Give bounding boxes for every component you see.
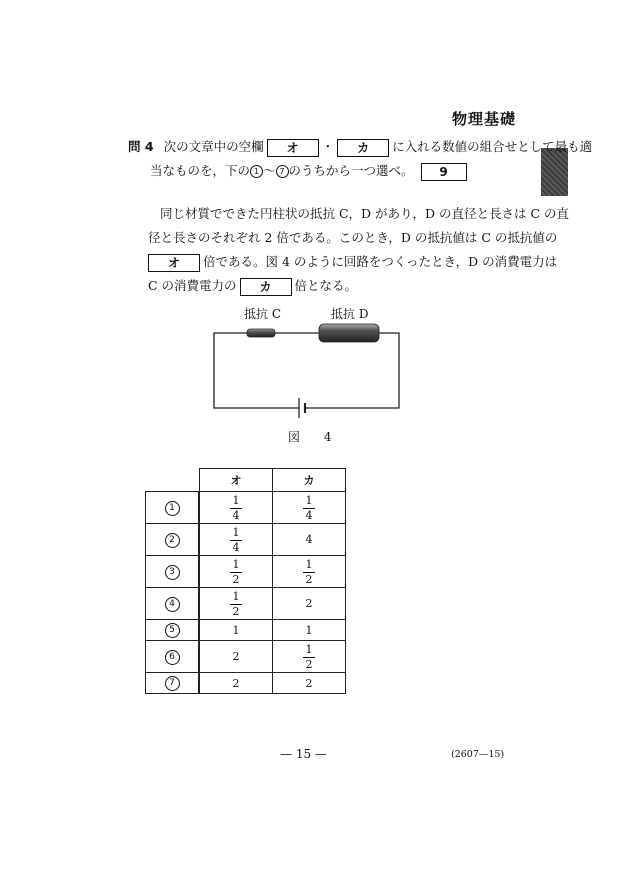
choice-number-cell — [146, 492, 199, 524]
circuit-wire-left — [214, 333, 299, 408]
choice-number: 2 — [165, 533, 180, 548]
choice-o-cell — [200, 588, 273, 620]
passage-line-3 — [148, 250, 558, 274]
passage-blank-o: オ — [148, 254, 200, 272]
choice-row — [146, 492, 346, 524]
question-number: 問 4 — [128, 139, 154, 154]
passage-blank-ka: カ — [240, 278, 292, 296]
value: 2 — [305, 597, 313, 610]
choice-number-cell — [146, 524, 199, 556]
numerator: 1 — [305, 642, 313, 656]
fraction — [303, 495, 315, 522]
denominator: 2 — [232, 604, 240, 618]
choice-ka-cell — [273, 524, 346, 556]
choice-number: 6 — [165, 650, 180, 665]
circuit-wire-right — [305, 333, 399, 408]
fraction — [230, 591, 242, 618]
numerator: 1 — [232, 525, 240, 539]
choice-number: 7 — [165, 676, 180, 691]
choice-row — [146, 641, 346, 673]
choice-o-cell — [200, 620, 273, 641]
choice-number: 4 — [165, 597, 180, 612]
passage-text-3: 倍である。図 4 のように回路をつくったとき，D の消費電力は — [203, 254, 558, 269]
table-header-ka: カ — [273, 469, 346, 492]
question-text-2a: 当なものを，下の — [150, 163, 251, 178]
choice-number: 5 — [165, 623, 180, 638]
denominator: 4 — [232, 508, 240, 522]
resistor-d — [319, 324, 379, 342]
choice-number-cell — [146, 588, 199, 620]
page-number: — 15 — — [280, 747, 327, 761]
fraction — [303, 644, 315, 671]
passage-block — [148, 202, 570, 298]
question-text-1b: に入れる数値の組合せとして最も適 — [392, 139, 593, 154]
resistor-c — [247, 329, 275, 337]
figure-caption: 図 4 — [288, 430, 342, 444]
choice-o-cell — [200, 556, 273, 588]
choice-number-cell — [146, 556, 199, 588]
choice-ka-cell — [273, 641, 346, 673]
choice-o-cell — [200, 524, 273, 556]
choice-ka-cell — [273, 492, 346, 524]
choice-o-cell — [200, 673, 273, 694]
choice-row — [146, 620, 346, 641]
choice-row — [146, 524, 346, 556]
range-end-circle: 7 — [276, 165, 289, 178]
choice-number-cell — [146, 620, 199, 641]
numerator: 1 — [305, 493, 313, 507]
denominator: 4 — [232, 540, 240, 554]
question-line-2 — [128, 159, 518, 183]
answer-choices-table — [145, 468, 346, 694]
choice-ka-cell — [273, 620, 346, 641]
choice-number: 1 — [165, 501, 180, 516]
value: 2 — [305, 676, 313, 690]
range-start-circle: 1 — [250, 165, 263, 178]
blank-o-box: オ — [267, 139, 319, 157]
choice-number: 3 — [165, 565, 180, 580]
denominator: 2 — [305, 657, 313, 671]
value: 4 — [305, 533, 313, 546]
blank-ka-box: カ — [337, 139, 389, 157]
range-tilde: ～ — [263, 163, 276, 178]
question-line-1 — [128, 135, 593, 159]
passage-text-4b: 倍となる。 — [294, 278, 358, 293]
resistor-c-label: 抵抗 C — [244, 307, 281, 321]
fraction — [230, 527, 242, 554]
choice-row — [146, 588, 346, 620]
question-text-1a: 次の文章中の空欄 — [163, 139, 264, 154]
passage-line-1: 同じ材質でできた円柱状の抵抗 C，D があり，D の直径と長さは C の直 — [160, 206, 570, 221]
choice-number-cell — [146, 673, 199, 694]
choice-row — [146, 556, 346, 588]
question-block — [128, 135, 593, 183]
side-index-tab — [541, 148, 568, 196]
resistor-d-label: 抵抗 D — [331, 307, 369, 321]
passage-line-4 — [148, 274, 518, 298]
choice-ka-cell — [273, 556, 346, 588]
choice-o-cell — [200, 641, 273, 673]
subject-header: 物理基礎 — [452, 110, 517, 128]
denominator: 4 — [305, 508, 313, 522]
choice-ka-cell — [273, 588, 346, 620]
passage-text-4a: C の消費電力の — [148, 278, 237, 293]
numerator: 1 — [232, 557, 240, 571]
table-header-o: オ — [200, 469, 273, 492]
separator: ・ — [321, 139, 335, 154]
choice-row — [146, 673, 346, 694]
value: 1 — [232, 623, 240, 637]
value: 1 — [305, 623, 313, 637]
exam-code: (2607—15) — [451, 749, 505, 760]
denominator: 2 — [305, 572, 313, 586]
fraction — [303, 559, 315, 586]
numerator: 1 — [305, 557, 313, 571]
numerator: 1 — [232, 589, 240, 603]
choice-ka-cell — [273, 673, 346, 694]
fraction — [230, 495, 242, 522]
passage-line-2: 径と長さのそれぞれ 2 倍である。このとき，D の抵抗値は C の抵抗値の — [148, 230, 558, 245]
choice-o-cell — [200, 492, 273, 524]
value: 2 — [232, 650, 240, 663]
answer-box: 9 — [421, 163, 467, 181]
fraction — [230, 559, 242, 586]
denominator: 2 — [232, 572, 240, 586]
value: 2 — [232, 676, 240, 690]
question-text-2b: のうちから一つ選べ。 — [288, 163, 414, 178]
choice-number-cell — [146, 641, 199, 673]
numerator: 1 — [232, 493, 240, 507]
